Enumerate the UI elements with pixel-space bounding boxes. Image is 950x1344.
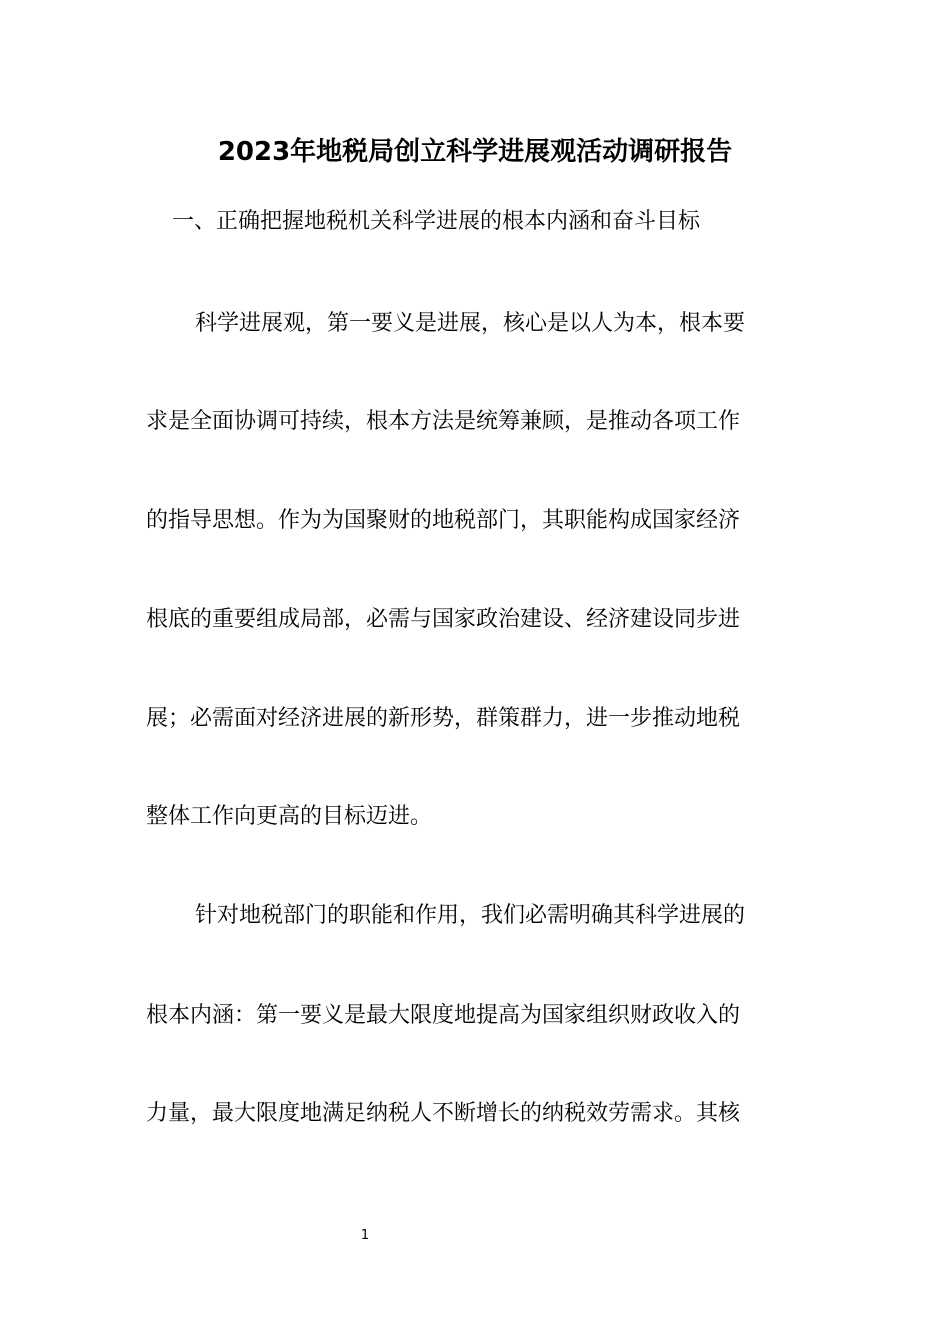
paragraph-1-line-1: 科学进展观，第一要义是进展，核心是以人为本，根本要 — [195, 311, 746, 336]
document-title: 2023年地税局创立科学进展观活动调研报告 — [217, 137, 733, 167]
paragraph-2-line-2: 根本内涵：第一要义是最大限度地提高为国家组织财政收入的 — [146, 1003, 741, 1028]
paragraph-1-line-6: 整体工作向更高的目标迈进。 — [146, 804, 433, 829]
section-heading: 一、正确把握地税机关科学进展的根本内涵和奋斗目标 — [172, 209, 701, 234]
paragraph-2-line-3: 力量，最大限度地满足纳税人不断增长的纳税效劳需求。其核 — [146, 1101, 741, 1126]
paragraph-1-line-5: 展；必需面对经济进展的新形势，群策群力，进一步推动地税 — [146, 706, 741, 731]
paragraph-1-line-4: 根底的重要组成局部，必需与国家政治建设、经济建设同步进 — [146, 607, 741, 632]
paragraph-1-line-3: 的指导思想。作为为国聚财的地税部门，其职能构成国家经济 — [146, 508, 741, 533]
paragraph-2-line-1: 针对地税部门的职能和作用，我们必需明确其科学进展的 — [195, 903, 746, 928]
paragraph-1-line-2: 求是全面协调可持续，根本方法是统筹兼顾，是推动各项工作 — [146, 409, 741, 434]
page-number: 1 — [360, 1228, 370, 1243]
